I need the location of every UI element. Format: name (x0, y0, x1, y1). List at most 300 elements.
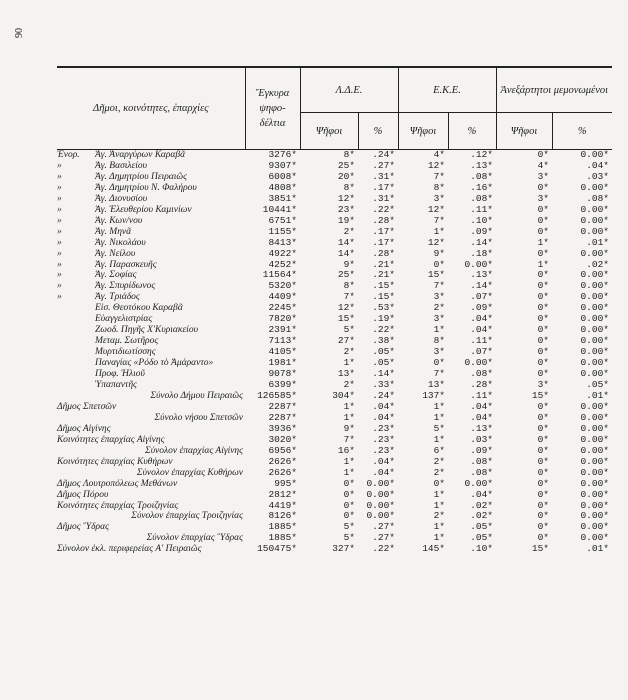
cell-v: 2245* (268, 302, 297, 314)
cell-cp: 0.00* (580, 477, 609, 489)
cell-c: 0* (537, 477, 549, 489)
cell-b: 0* (433, 258, 445, 270)
cell-v: 2626* (268, 455, 297, 467)
cell-a: 2* (343, 225, 355, 237)
row-name: Σύνολον ἐκλ. περιφερείας Α' Πειραιῶς (57, 544, 202, 555)
cell-c: 0* (537, 433, 549, 445)
cell-bp: .14* (470, 280, 493, 292)
cell-c: 0* (537, 488, 549, 500)
cell-v: 11564* (262, 269, 297, 281)
row-name: Ὑπαπαντῆς (95, 380, 137, 391)
cell-ap: .27* (372, 159, 395, 171)
cell-ap: .04* (372, 411, 395, 423)
cell-a: 13* (337, 368, 355, 380)
cell-bp: .13* (470, 159, 493, 171)
cell-c: 0* (537, 411, 549, 423)
row-name: Ἁγ. Μηνᾶ (95, 226, 132, 237)
cell-b: 3* (433, 192, 445, 204)
cell-cp: .02* (586, 258, 609, 270)
cell-bp: .04* (470, 488, 493, 500)
table-row (57, 172, 612, 183)
cell-a: 0* (343, 499, 355, 511)
cell-cp: .05* (586, 379, 609, 391)
table-row (57, 303, 612, 314)
cell-b: 7* (433, 280, 445, 292)
cell-bp: .08* (470, 192, 493, 204)
cell-a: 327* (332, 543, 355, 555)
cell-b: 12* (427, 236, 445, 248)
cell-v: 6399* (268, 379, 297, 391)
cell-c: 0* (537, 225, 549, 237)
table-row (57, 249, 612, 260)
row-name: Ἁγ. Δημητρίου Πειραιῶς (95, 171, 187, 182)
table-row (57, 479, 612, 490)
row-name-cell (57, 150, 245, 161)
row-prefix: » (57, 270, 62, 281)
cell-bp: .04* (470, 313, 493, 325)
row-name: Δῆμος Ὕδρας (57, 522, 109, 533)
cell-c: 0* (537, 510, 549, 522)
cell-c: 0* (537, 521, 549, 533)
row-name-cell (57, 260, 245, 271)
cell-a: 15* (337, 313, 355, 325)
row-name-cell (57, 479, 245, 490)
cell-c: 0* (537, 444, 549, 456)
cell-ap: .15* (372, 280, 395, 292)
cell-bp: .04* (470, 324, 493, 336)
header-lde: Λ.Δ.Ε. (300, 68, 398, 113)
cell-v: 6751* (268, 214, 297, 226)
cell-ap: .21* (372, 258, 395, 270)
cell-ap: .28* (372, 247, 395, 259)
cell-v: 4922* (268, 247, 297, 259)
cell-ap: .27* (372, 521, 395, 533)
cell-b: 1* (433, 400, 445, 412)
cell-bp: .02* (470, 510, 493, 522)
row-name-cell (57, 238, 245, 249)
cell-v: 4252* (268, 258, 297, 270)
table-row (57, 468, 612, 479)
cell-cp: 0.00* (580, 324, 609, 336)
row-name-cell (57, 292, 245, 303)
cell-cp: 0.00* (580, 411, 609, 423)
row-name-cell (57, 358, 245, 369)
table-row (57, 336, 612, 347)
cell-c: 0* (537, 302, 549, 314)
table-row (57, 347, 612, 358)
cell-cp: 0.00* (580, 280, 609, 292)
table-row (57, 216, 612, 227)
header-lde-pct: % (358, 113, 398, 150)
page-number-wrap (6, 28, 25, 48)
cell-b: 1* (433, 324, 445, 336)
cell-bp: .11* (470, 335, 493, 347)
header-eke-votes: Ψῆφοι (398, 113, 448, 150)
cell-cp: 0.00* (580, 521, 609, 533)
cell-v: 7113* (268, 335, 297, 347)
cell-v: 1981* (268, 357, 297, 369)
cell-b: 1* (433, 499, 445, 511)
cell-ap: .24* (372, 149, 395, 160)
cell-ap: .21* (372, 269, 395, 281)
cell-ap: .15* (372, 291, 395, 303)
cell-ap: .22* (372, 203, 395, 215)
row-name: Ἁγ. Διονυσίου (95, 193, 148, 204)
cell-v: 4808* (268, 181, 297, 193)
cell-b: 1* (433, 225, 445, 237)
cell-a: 7* (343, 433, 355, 445)
cell-bp: .10* (470, 543, 493, 555)
table-row (57, 457, 612, 468)
row-name: Μεταμ. Σωτῆρος (95, 336, 159, 347)
cell-a: 1* (343, 357, 355, 369)
cell-ap: .05* (372, 357, 395, 369)
header-districts: Δῆμοι, κοινότητες, ἐπαρχίες (57, 68, 245, 150)
row-name: Δῆμος Πόρου (57, 489, 109, 500)
cell-bp: .04* (470, 411, 493, 423)
cell-cp: 0.00* (580, 433, 609, 445)
cell-a: 14* (337, 236, 355, 248)
cell-a: 27* (337, 335, 355, 347)
row-name-cell (57, 227, 245, 238)
table-row (57, 424, 612, 435)
cell-bp: .08* (470, 455, 493, 467)
cell-a: 1* (343, 411, 355, 423)
cell-a: 20* (337, 170, 355, 182)
cell-a: 16* (337, 444, 355, 456)
cell-cp: 0.00* (580, 291, 609, 303)
row-name: Ἁγ. Τριάδος (95, 292, 140, 303)
cell-c: 0* (537, 368, 549, 380)
row-name-cell (57, 172, 245, 183)
cell-b: 1* (433, 433, 445, 445)
row-name: Ἁγ. Νείλου (95, 248, 136, 259)
cell-a: 23* (337, 203, 355, 215)
row-prefix: » (57, 160, 62, 171)
row-name-cell (57, 501, 245, 512)
cell-cp: 0.00* (580, 247, 609, 259)
table-row (57, 270, 612, 281)
cell-v: 2812* (268, 488, 297, 500)
cell-v: 4409* (268, 291, 297, 303)
cell-cp: 0.00* (580, 368, 609, 380)
cell-b: 3* (433, 291, 445, 303)
cell-cp: 0.00* (580, 532, 609, 544)
cell-v: 150475* (257, 543, 297, 555)
cell-b: 7* (433, 214, 445, 226)
row-name-cell (57, 413, 245, 424)
row-name: Σύνολον ἐπαρχίας Ὕδρας (146, 533, 243, 544)
page-number: 90 (14, 28, 25, 38)
table-row (57, 161, 612, 172)
cell-b: 0* (433, 477, 445, 489)
cell-c: 0* (537, 499, 549, 511)
table-row (57, 183, 612, 194)
row-name: Ἁγ. Σοφίας (95, 270, 137, 281)
cell-ap: .17* (372, 225, 395, 237)
cell-bp: 0.00* (464, 258, 493, 270)
cell-a: 0* (343, 488, 355, 500)
cell-cp: 0.00* (580, 488, 609, 500)
row-name: Ἁγ. Κων/νου (95, 215, 143, 226)
row-prefix: » (57, 237, 62, 248)
cell-bp: .07* (470, 346, 493, 358)
cell-b: 2* (433, 466, 445, 478)
cell-cp: 0.00* (580, 313, 609, 325)
cell-ap: .38* (372, 335, 395, 347)
cell-c: 0* (537, 291, 549, 303)
cell-cp: 0.00* (580, 400, 609, 412)
row-name-cell (57, 380, 245, 391)
cell-a: 0* (343, 477, 355, 489)
table-row (57, 501, 612, 512)
row-prefix: » (57, 281, 62, 292)
cell-b: 2* (433, 455, 445, 467)
cell-bp: .13* (470, 269, 493, 281)
cell-v: 9307* (268, 159, 297, 171)
cell-a: 12* (337, 302, 355, 314)
cell-a: 5* (343, 324, 355, 336)
cell-b: 1* (433, 488, 445, 500)
cell-a: 5* (343, 532, 355, 544)
cell-ap: .23* (372, 433, 395, 445)
cell-bp: .28* (470, 379, 493, 391)
cell-c: 1* (537, 258, 549, 270)
header-ind-votes: Ψῆφοι (496, 113, 552, 150)
cell-ap: .31* (372, 170, 395, 182)
row-name: Σύνολον ἐπαρχίας Αἰγίνης (145, 445, 243, 456)
cell-v: 3936* (268, 422, 297, 434)
table-row (57, 522, 612, 533)
cell-ap: 0.00* (366, 477, 395, 489)
cell-v: 1155* (268, 225, 297, 237)
cell-c: 0* (537, 422, 549, 434)
cell-bp: .09* (470, 444, 493, 456)
cell-cp: 0.00* (580, 214, 609, 226)
header-valid-ballots: Ἔγκυρα ψηφο-δέλτια (245, 68, 300, 150)
header-eke: Ε.Κ.Ε. (398, 68, 496, 113)
cell-v: 6956* (268, 444, 297, 456)
cell-ap: .28* (372, 214, 395, 226)
cell-c: 0* (537, 346, 549, 358)
cell-a: 1* (343, 400, 355, 412)
row-name-cell (57, 533, 245, 544)
cell-c: 0* (537, 247, 549, 259)
cell-c: 0* (537, 214, 549, 226)
row-name-cell (57, 424, 245, 435)
cell-ap: .53* (372, 302, 395, 314)
row-name: Ἁγ. Δημητρίου Ν. Φαλήρου (95, 182, 197, 193)
row-name: Σύνολο Δήμου Πειραιῶς (150, 390, 243, 401)
cell-bp: .05* (470, 532, 493, 544)
row-name: Σύνολον ἐπαρχίας Τροιζηνίας (131, 511, 243, 522)
table-row (57, 260, 612, 271)
row-prefix: » (57, 259, 62, 270)
cell-ap: .23* (372, 422, 395, 434)
cell-v: 5320* (268, 280, 297, 292)
cell-a: 9* (343, 422, 355, 434)
cell-ap: .17* (372, 181, 395, 193)
table-row (57, 413, 612, 424)
table-row (57, 402, 612, 413)
row-name: Κοινότητες ἐπαρχίας Κυθήρων (57, 456, 173, 467)
cell-cp: 0.00* (580, 302, 609, 314)
cell-ap: .31* (372, 192, 395, 204)
row-prefix: » (57, 193, 62, 204)
cell-a: 8* (343, 149, 355, 160)
cell-cp: 0.00* (580, 455, 609, 467)
cell-cp: .03* (586, 170, 609, 182)
table-row (57, 150, 612, 161)
cell-a: 2* (343, 379, 355, 391)
cell-bp: .04* (470, 400, 493, 412)
cell-ap: .14* (372, 368, 395, 380)
cell-c: 0* (537, 400, 549, 412)
cell-bp: .11* (470, 389, 493, 401)
cell-c: 3* (537, 379, 549, 391)
row-prefix: » (57, 171, 62, 182)
cell-ap: 0.00* (366, 510, 395, 522)
header-ind-pct: % (552, 113, 612, 150)
row-prefix: » (57, 248, 62, 259)
row-name-cell (57, 446, 245, 457)
cell-b: 4* (433, 149, 445, 160)
cell-v: 2287* (268, 411, 297, 423)
cell-b: 0* (433, 357, 445, 369)
results-table (57, 68, 612, 555)
table-row (57, 314, 612, 325)
cell-b: 2* (433, 302, 445, 314)
table-row (57, 544, 612, 555)
cell-c: 0* (537, 203, 549, 215)
cell-bp: .03* (470, 433, 493, 445)
cell-v: 9078* (268, 368, 297, 380)
table-row (57, 391, 612, 402)
cell-b: 7* (433, 170, 445, 182)
cell-b: 15* (427, 269, 445, 281)
table-row (57, 227, 612, 238)
cell-c: 0* (537, 313, 549, 325)
cell-v: 1885* (268, 521, 297, 533)
row-prefix: » (57, 226, 62, 237)
row-name: Κοινότητες ἐπαρχίας Τροιζηνίας (57, 500, 179, 511)
cell-a: 25* (337, 269, 355, 281)
cell-b: 1* (433, 521, 445, 533)
cell-b: 137* (422, 389, 445, 401)
cell-a: 19* (337, 214, 355, 226)
cell-cp: 0.00* (580, 510, 609, 522)
cell-a: 5* (343, 521, 355, 533)
table-row (57, 194, 612, 205)
table-row (57, 292, 612, 303)
cell-ap: .04* (372, 466, 395, 478)
cell-b: 8* (433, 181, 445, 193)
row-name: Ἁγ. Νικολάου (95, 237, 146, 248)
cell-cp: 0.00* (580, 149, 609, 160)
cell-b: 7* (433, 368, 445, 380)
cell-a: 304* (332, 389, 355, 401)
row-name-cell (57, 347, 245, 358)
row-name-cell (57, 369, 245, 380)
row-name-cell (57, 336, 245, 347)
cell-cp: 0.00* (580, 357, 609, 369)
cell-v: 7820* (268, 313, 297, 325)
row-name: Δῆμος Αἰγίνης (57, 423, 111, 434)
table-row (57, 325, 612, 336)
cell-v: 3020* (268, 433, 297, 445)
cell-ap: .04* (372, 400, 395, 412)
cell-cp: 0.00* (580, 225, 609, 237)
row-name: Ἁγ. Ἀναργύρων Καραβᾶ (95, 150, 186, 160)
cell-a: 1* (343, 466, 355, 478)
cell-c: 3* (537, 192, 549, 204)
row-name: Σύνολον ἐπαρχίας Κυθήρων (136, 467, 243, 478)
cell-bp: .12* (470, 149, 493, 160)
cell-bp: .08* (470, 170, 493, 182)
cell-cp: .01* (586, 389, 609, 401)
cell-c: 0* (537, 455, 549, 467)
cell-v: 2391* (268, 324, 297, 336)
row-name: Ἁγ. Παρασκευῆς (95, 259, 157, 270)
cell-b: 6* (433, 444, 445, 456)
cell-ap: .22* (372, 324, 395, 336)
cell-bp: 0.00* (464, 357, 493, 369)
row-name-cell (57, 270, 245, 281)
row-name-cell (57, 183, 245, 194)
cell-a: 12* (337, 192, 355, 204)
cell-c: 0* (537, 324, 549, 336)
cell-cp: 0.00* (580, 422, 609, 434)
table-row (57, 369, 612, 380)
cell-cp: 0.00* (580, 203, 609, 215)
cell-v: 8413* (268, 236, 297, 248)
row-name-cell (57, 303, 245, 314)
cell-c: 0* (537, 357, 549, 369)
row-name-cell (57, 468, 245, 479)
cell-c: 4* (537, 159, 549, 171)
row-name-cell (57, 249, 245, 260)
cell-c: 0* (537, 181, 549, 193)
row-name: Ἁγ. Βασιλείου (95, 160, 148, 171)
cell-v: 995* (274, 477, 297, 489)
cell-v: 3276* (268, 149, 297, 160)
cell-c: 15* (531, 389, 549, 401)
cell-ap: .33* (372, 379, 395, 391)
row-name: Ζωοδ. Πηγῆς Χ'Κυριακείου (95, 325, 198, 336)
row-prefix: » (57, 204, 62, 215)
cell-ap: .27* (372, 532, 395, 544)
cell-bp: .09* (470, 302, 493, 314)
row-prefix: » (57, 292, 62, 303)
cell-b: 1* (433, 411, 445, 423)
cell-bp: .13* (470, 422, 493, 434)
row-name-cell (57, 544, 245, 555)
cell-c: 15* (531, 543, 549, 555)
cell-v: 3851* (268, 192, 297, 204)
cell-cp: 0.00* (580, 346, 609, 358)
row-name: Δῆμος Λουτροπόλεως Μεθάνων (57, 478, 178, 489)
cell-ap: .19* (372, 313, 395, 325)
cell-b: 5* (433, 422, 445, 434)
row-name-cell (57, 205, 245, 216)
cell-b: 3* (433, 313, 445, 325)
row-prefix: » (57, 182, 62, 193)
cell-b: 1* (433, 532, 445, 544)
row-name: Ἁγ. Σπυρίδωνος (95, 281, 156, 292)
row-name-cell (57, 216, 245, 227)
cell-b: 145* (422, 543, 445, 555)
cell-ap: .04* (372, 455, 395, 467)
